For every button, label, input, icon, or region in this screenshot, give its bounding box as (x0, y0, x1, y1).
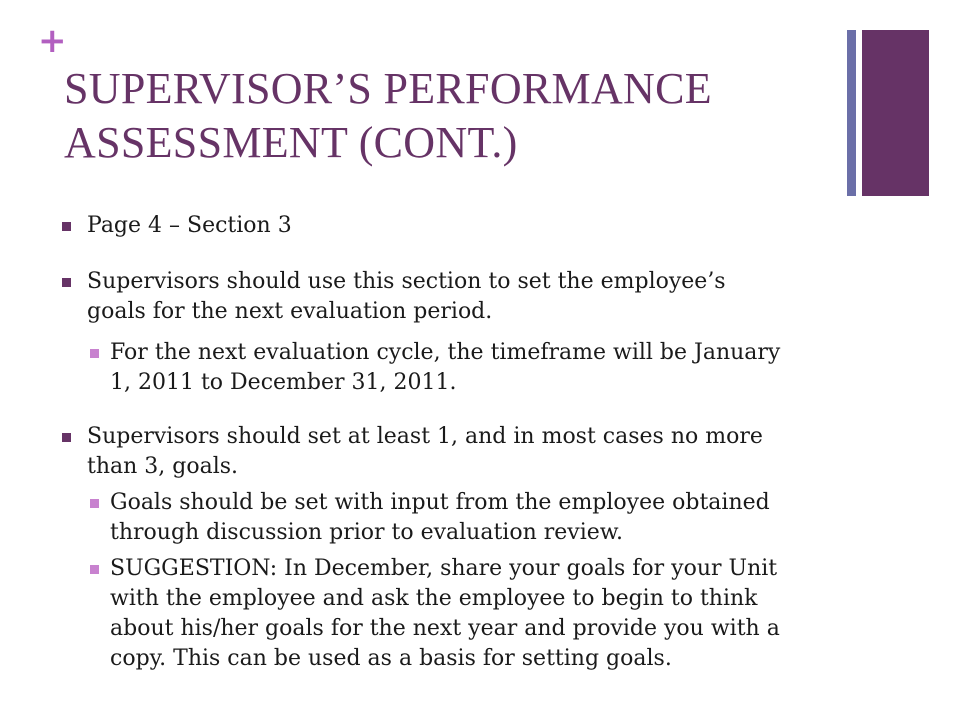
sub-bullet-suggestion (90, 554, 950, 674)
bullet-text-line-1: Supervisors should use this section to set the employee’s (87, 269, 726, 294)
accent-bar-thick (862, 30, 929, 196)
bullet-page-section (62, 211, 922, 241)
bullet-goal-count (62, 422, 922, 482)
sub-bullet-timeframe (90, 338, 950, 398)
bullet-text-line-1: Supervisors should set at least 1, and in most cases no more (87, 424, 763, 449)
square-bullet-icon (62, 278, 71, 287)
sub-bullet-goals-input (90, 488, 950, 548)
accent-bar-thin (847, 30, 856, 196)
square-bullet-icon (62, 222, 71, 231)
square-bullet-icon (90, 349, 99, 358)
bullet-text-line-2: goals for the next evaluation period. (87, 299, 493, 324)
slide-title-line-2: ASSESSMENT (CONT.) (64, 118, 518, 167)
sub-bullet-text-line-4: copy. This can be used as a basis for setting goals. (110, 646, 672, 671)
bullet-text: Page 4 – Section 3 (87, 213, 292, 238)
sub-bullet-text-line-2: 1, 2011 to December 31, 2011. (110, 370, 457, 395)
sub-bullet-text-line-1: Goals should be set with input from the employee obtained (110, 490, 770, 515)
square-bullet-icon (90, 565, 99, 574)
square-bullet-icon (62, 433, 71, 442)
bullet-text-line-2: than 3, goals. (87, 454, 239, 479)
sub-bullet-text-line-2: with the employee and ask the employee to begin to think (110, 586, 758, 611)
sub-bullet-text-line-2: through discussion prior to evaluation review. (110, 520, 623, 545)
square-bullet-icon (90, 499, 99, 508)
plus-decoration: + (38, 21, 67, 61)
sub-bullet-text-line-1: For the next evaluation cycle, the timeframe will be January (110, 340, 781, 365)
sub-bullet-text-line-3: about his/her goals for the next year and provide you with a (110, 616, 780, 641)
sub-bullet-text-line-1: SUGGESTION: In December, share your goals for your Unit (110, 556, 778, 581)
bullet-use-section (62, 267, 922, 327)
slide-title-line-1: SUPERVISOR’S PERFORMANCE (64, 64, 712, 113)
slide-title (64, 62, 824, 170)
